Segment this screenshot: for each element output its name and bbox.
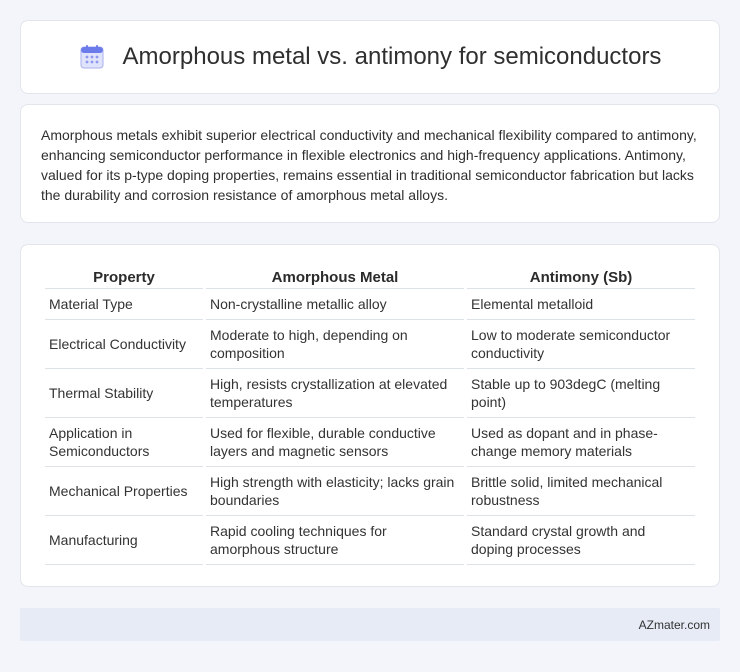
footer-site-link[interactable]: AZmater.com [638,617,710,632]
table-cell: Electrical Conductivity [45,320,203,369]
footer-bar [20,608,720,641]
intro-card [20,104,720,223]
table-cell: Mechanical Properties [45,467,203,516]
table-cell: Standard crystal growth and doping processes [467,516,695,565]
table-row [45,467,695,516]
page-title: Amorphous metal vs. antimony for semiconductors [122,43,662,70]
table-cell: Material Type [45,289,203,320]
table-cell: Non-crystalline metallic alloy [206,289,464,320]
column-header-amorphous-metal: Amorphous Metal [206,263,464,289]
comparison-table-card [20,244,720,587]
table-cell: Used for flexible, durable conductive layers and magnetic sensors [206,418,464,467]
table-cell: High, resists crystallization at elevated temperatures [206,369,464,418]
table-cell: Rapid cooling techniques for amorphous structure [206,516,464,565]
table-cell: Low to moderate semiconductor conductivity [467,320,695,369]
table-header-row [45,263,695,289]
table-cell: High strength with elasticity; lacks grain boundaries [206,467,464,516]
intro-text: Amorphous metals exhibit superior electrical conductivity and mechanical flexibility compared to antimony, enhancing semiconductor performance in flexible electronics and high-frequency applications. Antimony, valued for its p-type doping properties, remains essential in traditional semiconductor fabrication but lacks the durability and corrosion resistance of amorphous metal alloys. [41,127,697,203]
table-cell: Elemental metalloid [467,289,695,320]
column-header-property: Property [45,263,203,289]
table-cell: Application in Semiconductors [45,418,203,467]
table-cell: Thermal Stability [45,369,203,418]
table-cell: Stable up to 903degC (melting point) [467,369,695,418]
table-cell: Moderate to high, depending on composition [206,320,464,369]
table-row [45,369,695,418]
calendar-icon [79,44,105,70]
title-card [20,20,720,94]
table-row [45,320,695,369]
table-row [45,289,695,320]
table-row [45,516,695,565]
comparison-table [42,263,698,565]
table-cell: Manufacturing [45,516,203,565]
column-header-antimony: Antimony (Sb) [467,263,695,289]
table-cell: Used as dopant and in phase-change memory materials [467,418,695,467]
table-cell: Brittle solid, limited mechanical robustness [467,467,695,516]
table-row [45,418,695,467]
